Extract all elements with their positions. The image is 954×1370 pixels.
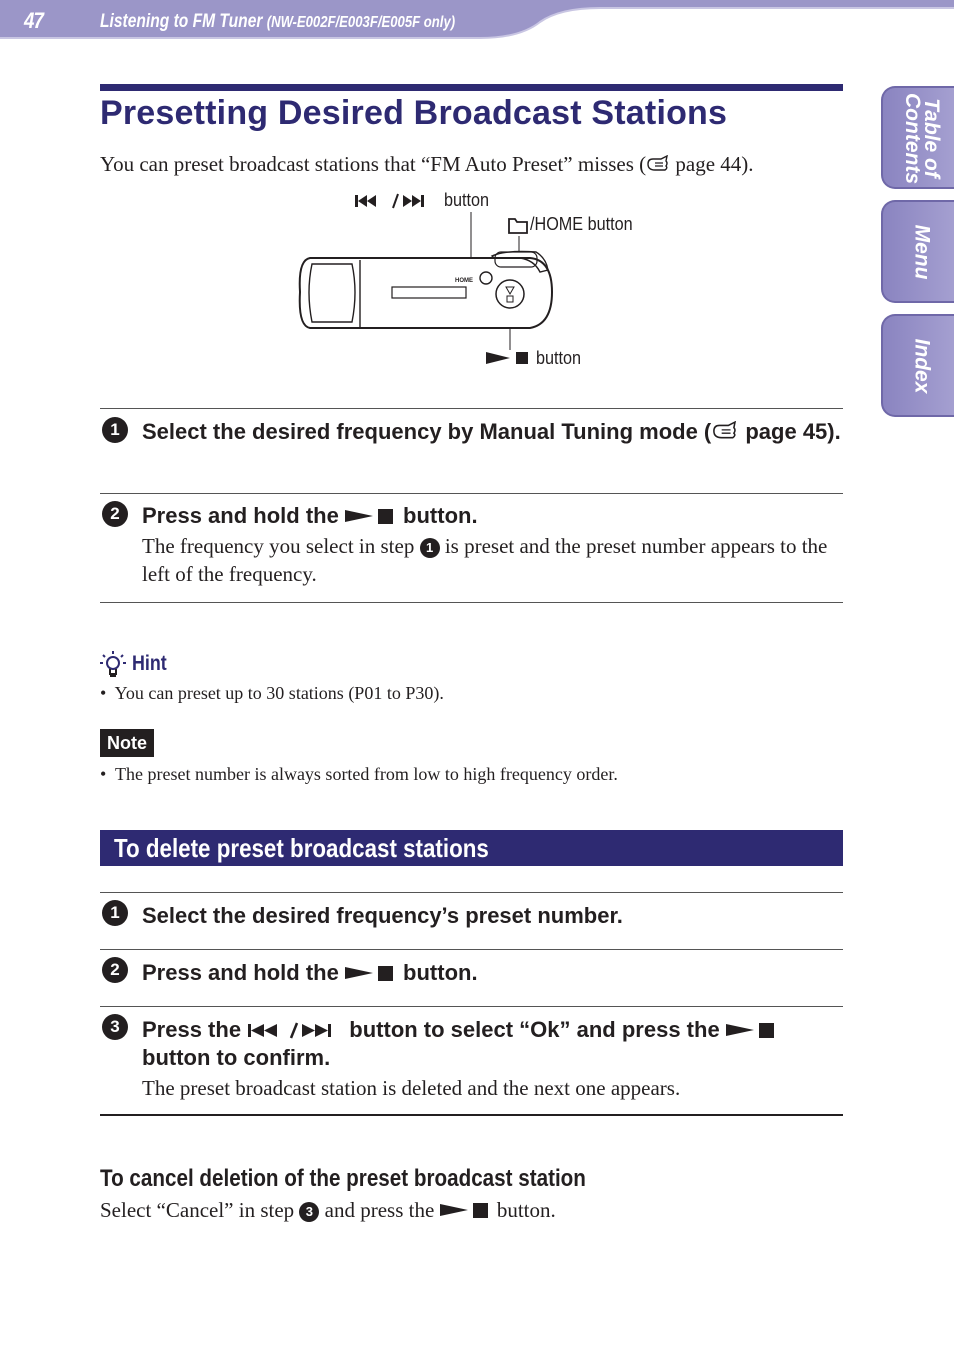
divider xyxy=(100,493,843,494)
prev-next-icon xyxy=(247,1021,343,1039)
delete-step-number-1: 1 xyxy=(102,900,128,926)
folder-icon xyxy=(509,219,527,233)
divider xyxy=(100,1114,843,1116)
note-label: Note xyxy=(100,729,154,757)
step-ref-1: 1 xyxy=(420,538,440,558)
play-stop-icon xyxy=(440,1201,492,1219)
prev-next-icon xyxy=(355,194,424,208)
delete-step-3-text: Press the button to select “Ok” and press the button to confirm. xyxy=(142,1016,842,1072)
play-stop-icon xyxy=(345,507,397,525)
delete-step-3-description: The preset broadcast station is deleted and the next one appears. xyxy=(142,1076,681,1100)
play-stop-icon xyxy=(726,1021,778,1039)
hint-item: • You can preset up to 30 stations (P01 to P30). xyxy=(100,683,444,703)
hint-label: Hint xyxy=(132,652,167,675)
section-header-bar xyxy=(100,830,843,866)
label-skip-button: button xyxy=(444,190,490,210)
intro-text: You can preset broadcast stations that “FM Auto Preset” misses ( page 44). xyxy=(100,152,754,176)
note-item: • The preset number is always sorted from low to high frequency order. xyxy=(100,764,618,784)
delete-step-1-text: Select the desired frequency’s preset number. xyxy=(142,903,623,928)
page-title: Presetting Desired Broadcast Stations xyxy=(100,94,728,132)
step-1-text: Select the desired frequency by Manual Tuning mode ( page 45). xyxy=(142,419,841,444)
divider xyxy=(100,892,843,893)
step-number-2: 2 xyxy=(102,501,128,527)
label-play-button: button xyxy=(536,348,582,368)
step-2-text: Press and hold the button. xyxy=(142,503,478,528)
divider xyxy=(100,408,843,409)
play-stop-icon xyxy=(345,964,397,982)
label-home-button: /HOME button xyxy=(530,214,633,234)
step-number-1: 1 xyxy=(102,417,128,443)
page-reference-icon xyxy=(711,421,739,441)
delete-step-number-3: 3 xyxy=(102,1014,128,1040)
header-section-title: Listening to FM Tuner (NW-E002F/E003F/E005F only) xyxy=(100,11,456,32)
step-2-description: The frequency you select in step 1 is preset and the preset number appears to the left of the frequency. xyxy=(142,534,828,586)
tab-label-toc: Table of Contents xyxy=(901,92,943,184)
page-number: 47 xyxy=(24,8,44,33)
divider xyxy=(100,602,843,603)
tab-label-index: Index xyxy=(910,338,934,393)
play-stop-icon xyxy=(486,352,528,364)
section-title: To delete preset broadcast stations xyxy=(114,833,489,863)
cancel-heading: To cancel deletion of the preset broadcast station xyxy=(100,1165,586,1192)
divider xyxy=(100,949,843,950)
tab-label-menu: Menu xyxy=(910,224,934,279)
step-ref-3: 3 xyxy=(299,1202,319,1222)
divider xyxy=(100,1006,843,1007)
device-home-label: HOME xyxy=(455,278,473,284)
cancel-text: Select “Cancel” in step 3 and press the button. xyxy=(100,1198,556,1222)
delete-step-number-2: 2 xyxy=(102,957,128,983)
delete-step-2-text: Press and hold the button. xyxy=(142,960,478,985)
hint-bulb-icon xyxy=(100,650,128,682)
